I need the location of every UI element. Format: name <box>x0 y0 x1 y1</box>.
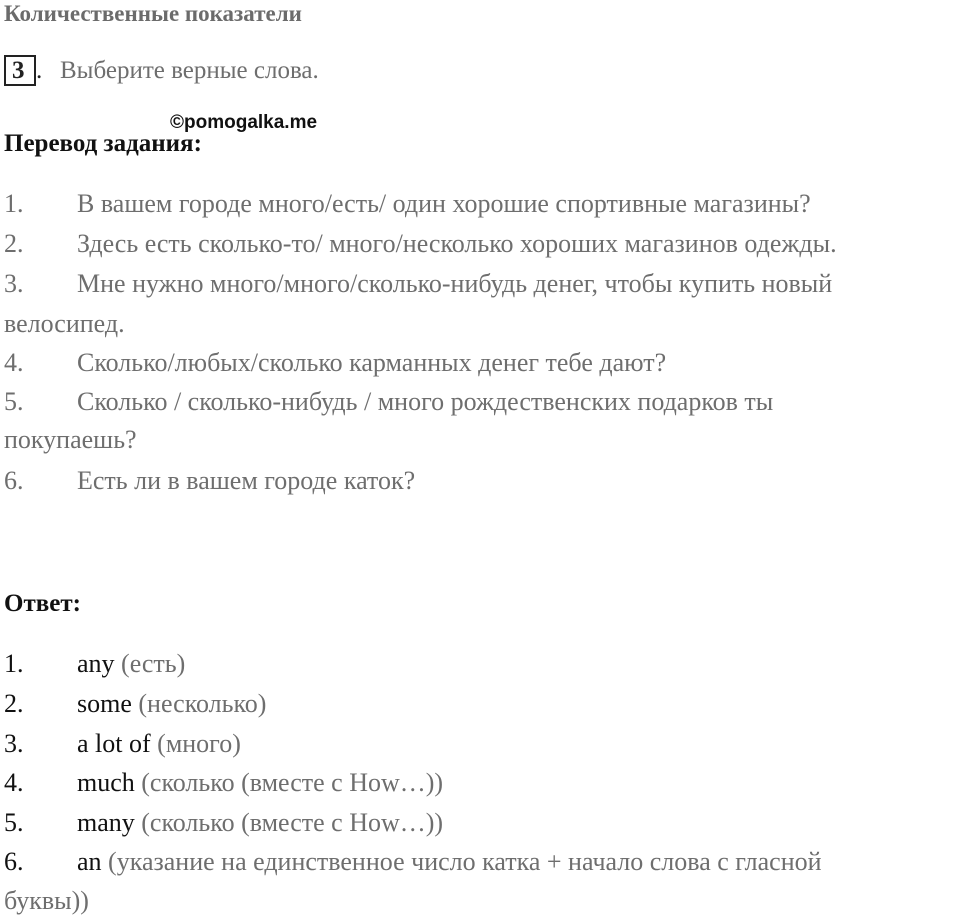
item-number: 5. <box>4 387 24 416</box>
answer-item-3 <box>0 728 960 760</box>
item-number: 1. <box>4 189 24 218</box>
answer-item-5 <box>0 807 960 839</box>
task-number-dot: . <box>36 57 43 84</box>
answer-word: an <box>77 847 102 876</box>
answer-gloss: (много) <box>150 729 241 758</box>
item-number: 4. <box>4 768 24 797</box>
item-number: 3. <box>4 729 24 758</box>
watermark: ©pomogalka.me <box>170 112 318 133</box>
translation-item-4 <box>0 347 960 379</box>
answer-gloss: (сколько (вместе с How…)) <box>134 808 444 837</box>
translation-item-5 <box>0 386 960 458</box>
section-title: Количественные показатели <box>4 1 302 26</box>
item-text: Есть ли в вашем городе каток? <box>77 466 416 495</box>
answer-item-2 <box>0 688 960 720</box>
item-text: Сколько/любых/сколько карманных денег тебе дают? <box>77 348 667 377</box>
item-text: В вашем городе много/есть/ один хорошие спортивные магазины? <box>77 189 811 218</box>
answer-gloss: (несколько) <box>131 689 267 718</box>
answer-word: any <box>77 649 115 678</box>
item-number: 3. <box>4 269 24 298</box>
translation-heading: Перевод задания: <box>4 130 202 157</box>
item-text: Здесь есть сколько-то/ много/несколько хороших магазинов одежды. <box>77 229 837 258</box>
translation-item-2 <box>0 228 960 260</box>
translation-item-1 <box>0 188 960 220</box>
answer-heading: Ответ: <box>4 590 81 617</box>
task-number-box: 3 <box>4 55 36 86</box>
answer-item-1 <box>0 648 960 680</box>
item-text: Мне нужно много/много/сколько-нибудь денег, чтобы купить новый <box>77 269 833 298</box>
answer-gloss: (сколько (вместе с How…)) <box>134 768 444 797</box>
answer-word: much <box>77 768 135 797</box>
item-number: 5. <box>4 808 24 837</box>
answer-word: many <box>77 808 135 837</box>
item-number: 6. <box>4 847 24 876</box>
answer-word: some <box>77 689 132 718</box>
item-number: 2. <box>4 689 24 718</box>
answer-gloss: (есть) <box>114 649 186 678</box>
translation-item-3 <box>0 268 960 340</box>
answer-gloss: (указание на единственное число катка + начало слова с гласной <box>101 847 822 876</box>
item-text-continuation: велосипед. <box>4 309 125 338</box>
item-number: 6. <box>4 466 24 495</box>
item-text-continuation: покупаешь? <box>4 425 137 454</box>
answer-word: a lot of <box>77 729 151 758</box>
item-text: Сколько / сколько-нибудь / много рождественских подарков ты <box>77 387 774 416</box>
answer-item-4 <box>0 767 960 799</box>
answer-item-6 <box>0 846 960 918</box>
translation-item-6 <box>0 465 960 497</box>
answer-gloss-continuation: буквы)) <box>4 886 89 915</box>
item-number: 2. <box>4 229 24 258</box>
task-instruction: Выберите верные слова. <box>60 57 319 84</box>
item-number: 4. <box>4 348 24 377</box>
item-number: 1. <box>4 649 24 678</box>
